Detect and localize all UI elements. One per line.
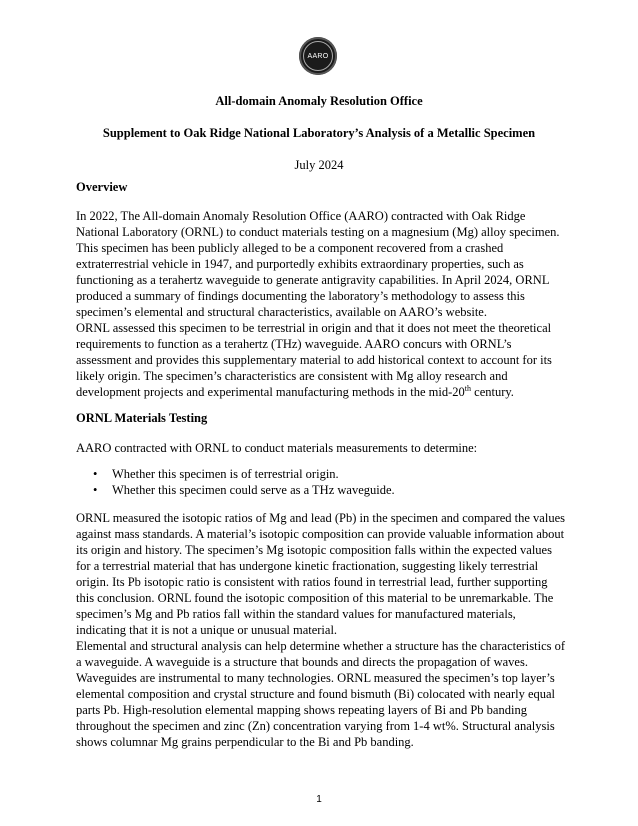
page-number: 1 — [316, 794, 322, 805]
bullet-icon: • — [93, 483, 98, 497]
overview-heading: Overview — [76, 180, 128, 194]
overview-paragraph-1: In 2022, The All-domain Anomaly Resolution Office (AARO) contracted with Oak Ridge National Laboratory (ORNL) to conduct materials testing on a magnesium (Mg) alloy specimen. This specimen has been publicly alleged to be a component recovered from a crashed extraterrestrial vehicle in 1947, and purportedly exhibits extraordinary properties, such as functioning as a terahertz waveguide to generate antigravity capabilities. In April 2024, ORNL produced a summary of findings documenting the laboratory’s methodology to assess this specimen’s elemental and structural characteristics, available on AARO’s website. — [76, 209, 560, 319]
aaro-seal-icon — [299, 37, 337, 75]
office-title: All-domain Anomaly Resolution Office — [215, 94, 423, 108]
bullet-icon: • — [93, 467, 98, 481]
testing-paragraph-1: ORNL measured the isotopic ratios of Mg and lead (Pb) in the specimen and compared the values against mass standards. A material’s isotopic composition can provide valuable information about its origin and history. The specimen’s Mg isotopic composition falls within the expected values for a terrestrial material that has undergone kinetic fractionation, suggesting likely terrestrial origin. Its Pb isotopic ratio is consistent with ratios found in terrestrial lead, further supporting this conclusion. ORNL found the isotopic composition of this material to be unremarkable. The specimen’s Mg and Pb ratios fall within the standard values for manufactured materials, indicating that it is not a unique or unusual material. — [76, 511, 565, 637]
testing-heading: ORNL Materials Testing — [76, 411, 208, 425]
superscript-th: th — [464, 383, 472, 393]
bullet-text: Whether this specimen could serve as a THz waveguide. — [112, 483, 395, 497]
overview-paragraph-2 — [76, 320, 568, 400]
document-title: Supplement to Oak Ridge National Laboratory’s Analysis of a Metallic Specimen — [102, 126, 536, 140]
list-item — [76, 482, 568, 498]
overview-paragraph-2-text: ORNL assessed this specimen to be terrestrial in origin and that it does not meet the theoretical requirements to function as a terahertz (THz) waveguide. AARO concurs with ORNL’s assessment and provides this supplementary material to add historical context to account for its likely origin. The specimen’s characteristics are consistent with Mg alloy research and development projects and experimental manufacturing methods in the mid-20 — [76, 321, 552, 399]
aaro-seal-text: AARO — [303, 41, 333, 71]
list-item — [76, 466, 568, 482]
document-date: July 2024 — [294, 158, 344, 172]
bullet-text: Whether this specimen is of terrestrial origin. — [112, 467, 339, 481]
testing-bullet-list — [76, 466, 568, 498]
testing-intro: AARO contracted with ORNL to conduct materials measurements to determine: — [76, 441, 478, 455]
overview-paragraph-2-end: century. — [471, 385, 514, 399]
testing-paragraph-2: Elemental and structural analysis can help determine whether a structure has the characteristics of a waveguide. A waveguide is a structure that bounds and directs the propagation of waves. Waveguides are instrumental to many technologies. ORNL measured the specimen’s top layer’s elemental composition and crystal structure and found bismuth (Bi) colocated with nearly equal parts Pb. High-resolution elemental mapping shows repeating layers of Bi and Pb banding throughout the specimen and zinc (Zn) concentration varying from 1-4 wt%. Structural analysis shows columnar Mg grains perpendicular to the Bi and Pb banding. — [76, 639, 566, 749]
